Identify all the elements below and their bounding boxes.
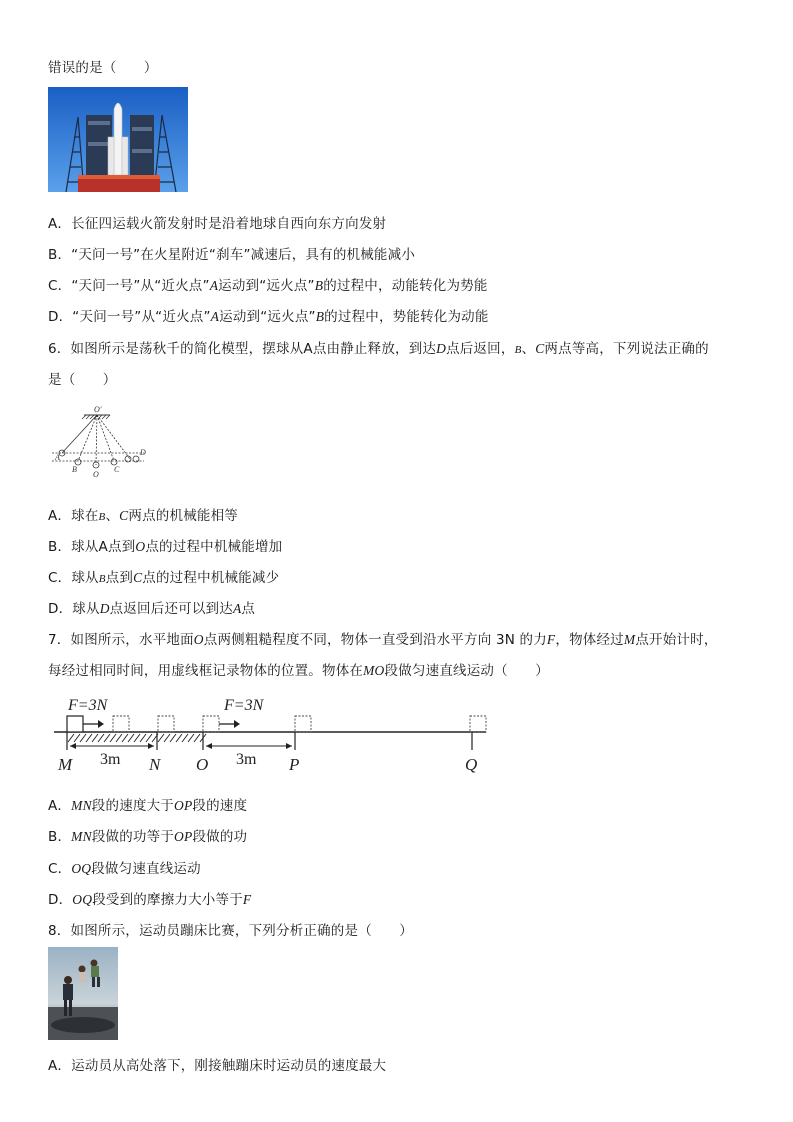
pendulum-diagram — [48, 403, 148, 483]
point-n: N — [149, 755, 161, 774]
q6-stem-line2: 是（ ） — [48, 372, 117, 388]
q6-option-c: C．球从B点到C点的过程中机械能减少 — [48, 570, 280, 586]
q5-stem-tail: 错误的是（ ） — [48, 60, 158, 76]
q6-option-a: A．球在B、C两点的机械能相等 — [48, 508, 238, 524]
point-o: O — [196, 755, 209, 774]
trampoline-photo — [48, 947, 118, 1040]
q7-stem-line1: 7．如图所示，水平地面O点两侧粗糙程度不同，物体一直受到沿水平方向 3N 的力F，物体经过M点开始计时， — [48, 632, 718, 648]
q6-option-b: B．球从A点到O点的过程中机械能增加 — [48, 539, 283, 555]
force-label-2: F=3N — [224, 697, 264, 714]
q7-option-d: D．OQ段受到的摩擦力大小等于F — [48, 892, 252, 908]
q7-stem-line2: 每经过相同时间，用虚线框记录物体的位置。物体在MO段做匀速直线运动（ ） — [48, 663, 549, 679]
label-a: A — [55, 453, 60, 462]
label-o: O — [93, 470, 99, 479]
force-motion-diagram — [50, 690, 490, 776]
label-b: B — [72, 465, 77, 474]
point-q: Q — [465, 755, 478, 774]
q5-option-c: C．“天问一号”从“近火点”A运动到“远火点”B的过程中，动能转化为势能 — [48, 278, 488, 294]
q5-option-a: A．长征四运载火箭发射时是沿着地球自西向东方向发射 — [48, 216, 387, 232]
label-d: D — [140, 448, 146, 457]
q7-option-a: A．MN段的速度大于OP段的速度 — [48, 798, 248, 814]
q8-stem: 8．如图所示，运动员蹦床比赛，下列分析正确的是（ ） — [48, 923, 413, 939]
label-o-prime: O' — [94, 405, 102, 414]
distance-op: 3m — [236, 751, 257, 768]
q7-option-b: B．MN段做的功等于OP段做的功 — [48, 829, 248, 845]
point-p: P — [289, 755, 300, 774]
q7-option-c: C．OQ段做匀速直线运动 — [48, 861, 201, 877]
rocket-launch-photo — [48, 87, 188, 192]
distance-mn: 3m — [100, 751, 121, 768]
q5-option-b: B．“天问一号”在火星附近“刹车”减速后，具有的机械能减小 — [48, 247, 416, 263]
force-label-1: F=3N — [68, 697, 108, 714]
q5-option-d: D．“天问一号”从“近火点”A运动到“远火点”B的过程中，势能转化为动能 — [48, 309, 489, 325]
q6-stem-line1: 6．如图所示是荡秋千的简化模型，摆球从A点由静止释放，到达D点后返回，B、C两点等高，下列说法正确的 — [48, 341, 709, 357]
q6-option-d: D．球从D点返回后还可以到达A点 — [48, 601, 256, 617]
point-m: M — [58, 755, 73, 774]
label-c: C — [114, 465, 120, 474]
q8-option-a: A．运动员从高处落下，刚接触蹦床时运动员的速度最大 — [48, 1058, 387, 1074]
